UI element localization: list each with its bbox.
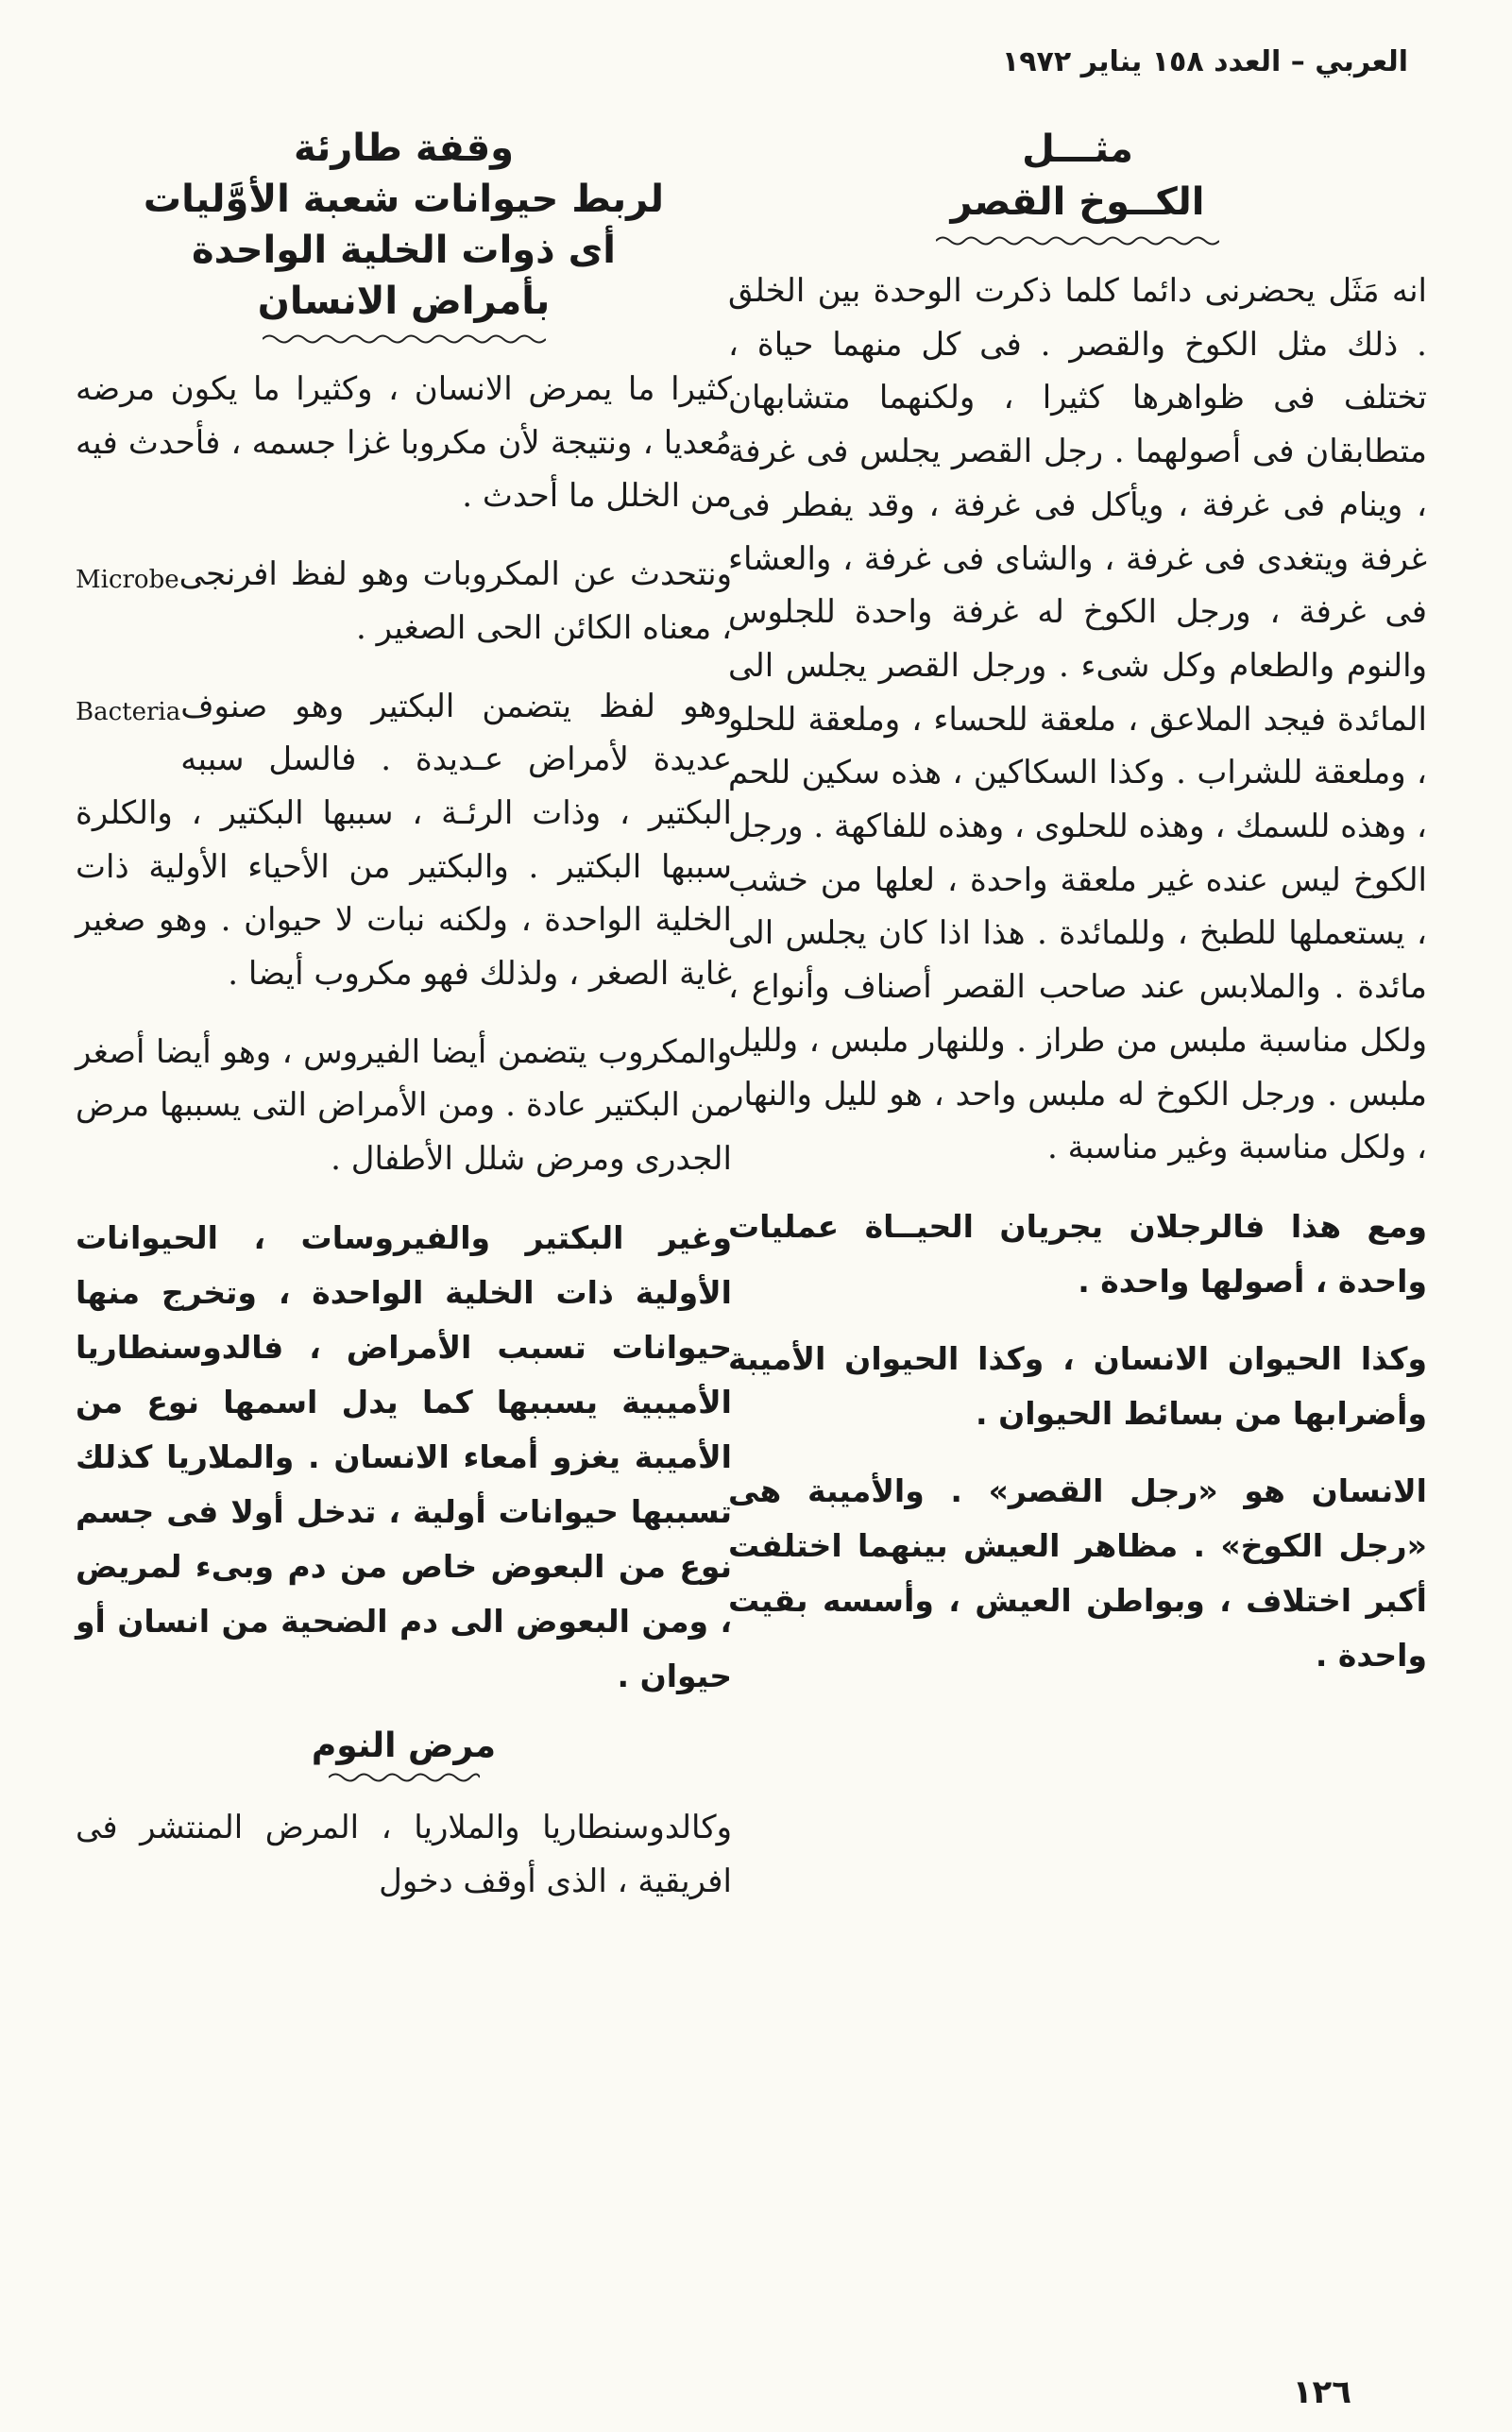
section-title-line: بأمراض الانسان — [257, 280, 551, 323]
page-header: العربي – العدد ١٥٨ يناير ١٩٧٢ — [1001, 45, 1408, 78]
right-column — [728, 123, 1427, 1706]
section-title-line: لربط حيوانات شعبة الأوَّليات — [143, 178, 665, 221]
wavy-divider — [263, 332, 546, 346]
left-column — [76, 123, 732, 1932]
section-title-line: أى ذوات الخلية الواحدة — [192, 229, 616, 272]
article-title: مثـــل — [1022, 128, 1133, 171]
body-paragraph: كثيرا ما يمرض الانسان ، وكثيرا ما يكون مرضه مُعديا ، ونتيجة لأن مكروبا غزا جسمه ، فأحدث فيه من الخلل ما أحدث . — [76, 370, 732, 516]
bold-paragraph: وغير البكتير والفيروسات ، الحيوانات الأولية ذات الخلية الواحدة ، وتخرج منها حيوانات تسبب الأمراض ، فالدوسنطاريا الأميبية يسببها كما يدل اسمها نوع من الأميبة يغزو أمعاء الانسان . والملاريا كذلك تسببها حيوانات أولية ، تدخل أولا فى جسم نوع من البعوض خاص من دم وبىء لمريض ، ومن البعوض الى دم الضحية من انسان أو حيوان . — [76, 1218, 732, 1694]
body-paragraph: انه مَثَل يحضرنى دائما كلما ذكرت الوحدة بين الخلق . ذلك مثل الكوخ والقصر . فى كل منهما حياة ، تختلف فى ظواهرها كثيرا ، ولكنهما متشابهان متطابقان فى أصولهما . رجل القصر يجلس فى غرفة ، وينام فى غرفة ، ويأكل فى غرفة ، وقد يفطر فى غرفة ويتغدى فى غرفة ، والشاى فى غرفة ، والعشاء فى غرفة ، ورجل الكوخ له غرفة واحدة للجلوس والنوم والطعام وكل شىء . ورجل القصر يجلس الى المائدة فيجد الملاعق ، ملعقة للحساء ، وملعقة للحلو ، وملعقة للشراب . وكذا السكاكين ، هذه سكين للحم ، وهذه للسمك ، وهذه للحلوى ، وهذه للفاكهة . ورجل الكوخ ليس عنده غير ملعقة واحدة ، لعلها من خشب ، يستعملها للطبخ ، وللمائدة . هذا اذا كان يجلس الى مائدة . والملابس عند صاحب القصر أصناف وأنواع ، ولكل مناسبة ملبس من طراز . وللنهار ملبس ، ولليل ملبس . ورجل الكوخ له ملبس واحد ، هو لليل والنهار ، ولكل مناسبة وغير مناسبة . — [728, 272, 1427, 1167]
bold-paragraph: الانسان هو «رجل القصر» . والأميبة هى «رجل الكوخ» . مظاهر العيش بينهما اختلفت أكبر اختلاف ، وبواطن العيش ، وأسسه بقيت واحدة . — [728, 1471, 1427, 1674]
body-paragraph: Microbe ونتحدث عن المكروبات وهو لفظ افرنجى ، معناه الكائن الحى الصغير . — [76, 555, 732, 647]
body-paragraph: والمكروب يتضمن أيضا الفيروس ، وهو أيضا أصغر من البكتير عادة . ومن الأمراض التى يسببها مرض الجدرى ومرض شلل الأطفال . — [76, 1032, 732, 1179]
article-subtitle: الكــوخ القصر — [950, 180, 1205, 224]
wavy-divider — [936, 234, 1219, 247]
latin-term: Microbe — [76, 566, 179, 595]
subheading: مرض النوم — [311, 1726, 497, 1765]
section-title-line: وقفة طارئة — [293, 127, 515, 170]
bold-paragraph: وكذا الحيوان الانسان ، وكذا الحيوان الأميبة وأضرابها من بسائط الحيوان . — [728, 1339, 1427, 1432]
body-paragraph: Bacteria وهو لفظ يتضمن البكتير وهو صنوف عديدة لأمراض عـديدة . فالسل سببه البكتير ، وذات الرئـة ، سببها البكتير ، والكلرة سببها البكتير . والبكتير من الأحياء الأولية ذات الخلية الواحدة ، ولكنه نبات لا حيوان . وهو صغير غاية الصغر ، ولذلك فهو مكروب أيضا . — [76, 687, 732, 994]
bold-paragraph: ومع هذا فالرجلان يجريان الحيــاة عمليات واحدة ، أصولها واحدة . — [728, 1207, 1427, 1300]
latin-term: Bacteria — [76, 697, 181, 726]
page-number: ١٢٦ — [1292, 2373, 1351, 2411]
body-paragraph: وكالدوسنطاريا والملاريا ، المرض المنتشر فى افريقية ، الذى أوقف دخول — [76, 1808, 732, 1900]
wavy-divider — [329, 1771, 480, 1784]
